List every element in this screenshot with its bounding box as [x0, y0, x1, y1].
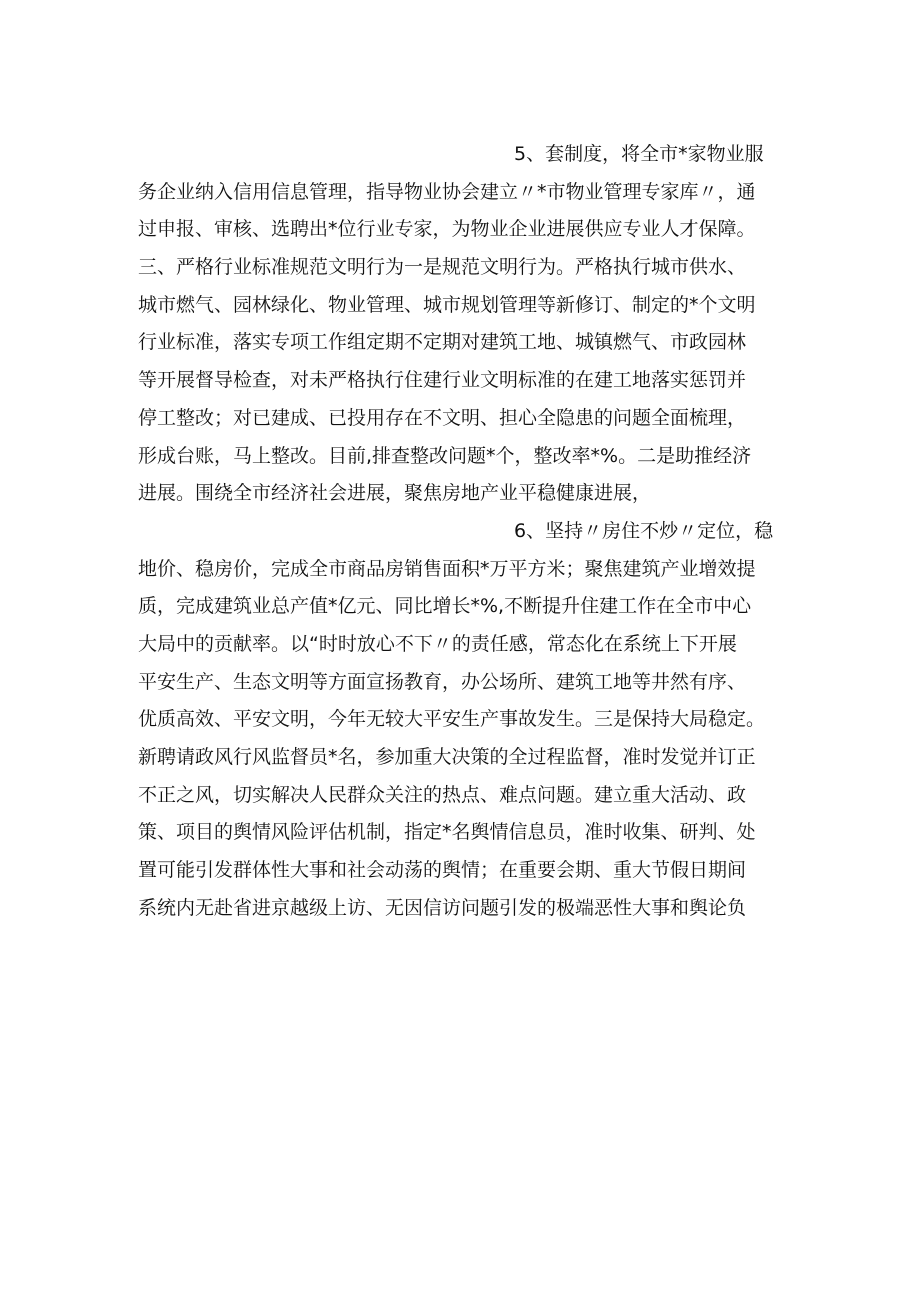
paragraph-line: 务企业纳入信用信息管理，指导物业协会建立〃*市物业管理专家库〃，通	[138, 180, 756, 203]
paragraph-line: 进展。围绕全市经济社会进展，聚焦房地产业平稳健康进展，	[138, 482, 652, 505]
paragraph-line-section-6: 6、坚持〃房住不炒〃定位，稳	[514, 519, 774, 542]
paragraph-line: 平安生产、生态文明等方面宣扬教育，办公场所、建筑工地等井然有序、	[138, 670, 747, 693]
paragraph-line: 质，完成建筑业总产值*亿元、同比增长*%,不断提升住建工作在全市中心	[138, 595, 752, 618]
paragraph-line: 停工整改；对已建成、已投用存在不文明、担心全隐患的问题全面梳理，	[138, 406, 747, 429]
paragraph-line: 等开展督导检查，对未严格执行住建行业文明标准的在建工地落实惩罚并	[138, 369, 747, 392]
paragraph-line: 策、项目的舆情风险评估机制，指定*名舆情信息员，准时收集、研判、处	[138, 821, 756, 844]
paragraph-line: 置可能引发群体性大事和社会动荡的舆情；在重要会期、重大节假日期间	[138, 859, 747, 882]
paragraph-line: 优质高效、平安文明，今年无较大平安生产事故发生。三是保持大局稳定。	[138, 708, 766, 731]
paragraph-line: 系统内无赴省进京越级上访、无因信访问题引发的极端恶性大事和舆论负	[138, 896, 747, 919]
paragraph-line: 行业标准，落实专项工作组定期不定期对建筑工地、城镇燃气、市政园林	[138, 331, 747, 354]
paragraph-line: 形成台账，马上整改。目前,排查整改问题*个，整改率*%。二是助推经济	[138, 444, 752, 467]
paragraph-line: 地价、稳房价，完成全市商品房销售面积*万平方米；聚焦建筑产业增效提	[138, 557, 756, 580]
paragraph-line: 新聘请政风行风监督员*名，参加重大决策的全过程监督，准时发觉并订正	[138, 746, 756, 768]
paragraph-line: 过申报、审核、选聘出*位行业专家，为物业企业进展供应专业人才保障。	[138, 218, 756, 241]
body-text	[138, 136, 798, 927]
paragraph-line: 不正之风，切实解决人民群众关注的热点、难点问题。建立重大活动、政	[138, 783, 747, 806]
paragraph-line: 三、严格行业标准规范文明行为一是规范文明行为。严格执行城市供水、	[138, 256, 747, 279]
paragraph-line: 城市燃气、园林绿化、物业管理、城市规划管理等新修订、制定的*个文明	[138, 293, 756, 316]
paragraph-line-section-5: 5、套制度，将全市*家物业服	[514, 143, 764, 165]
paragraph-line: 大局中的贡献率。以“时时放心不下〃的责任感，常态化在系统上下开展	[138, 632, 737, 655]
